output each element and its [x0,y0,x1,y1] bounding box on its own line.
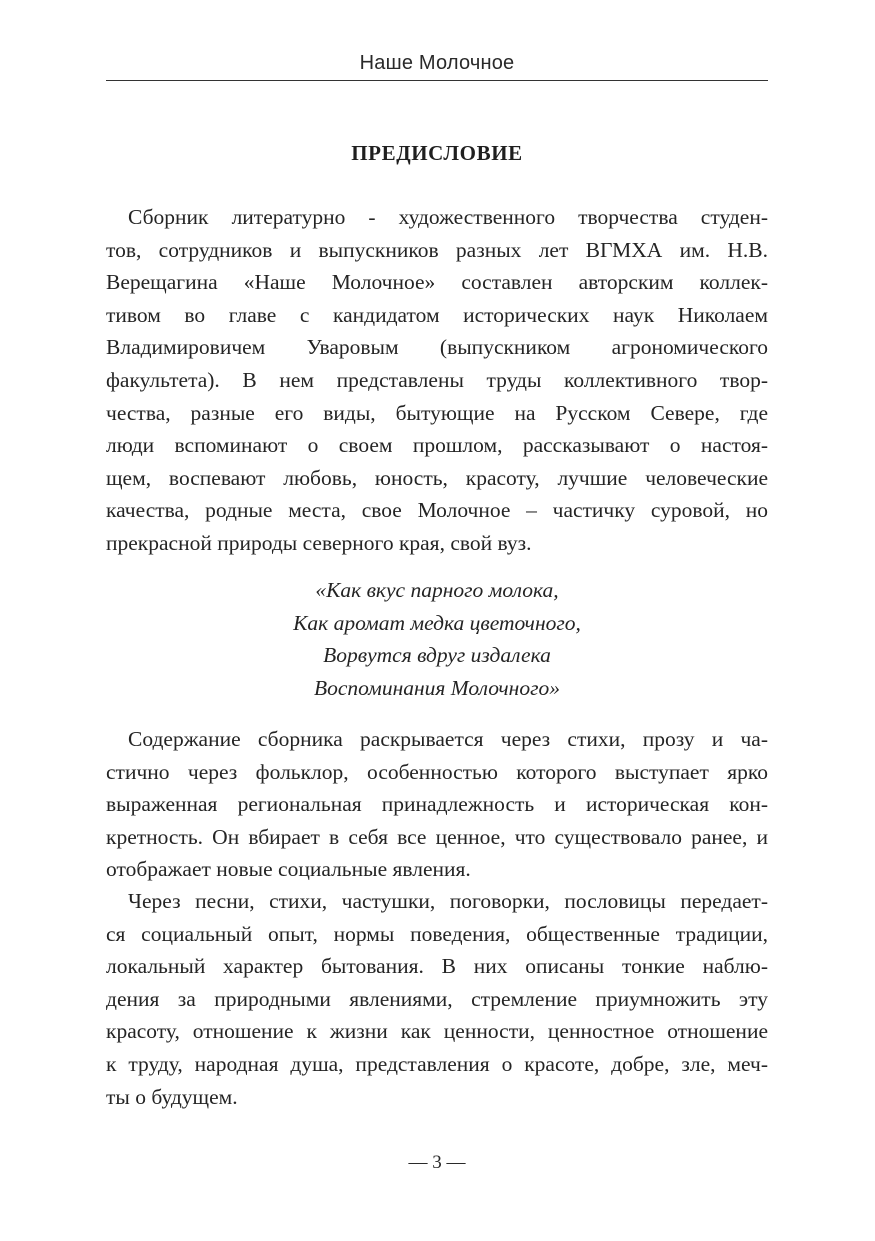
paragraph-line: тов, сотрудников и выпускников разных лет ВГМХА им. Н.В. [106,237,768,262]
paragraph-line: Владимировичем Уваровым (выпускником агрономического [106,335,768,360]
paragraph-line: Верещагина «Наше Молочное» составлен авторским коллек- [106,270,768,295]
page-title: ПРЕДИСЛОВИЕ [351,141,523,165]
paragraph-line: к труду, народная душа, представления о красоте, добре, зле, меч- [106,1051,768,1076]
paragraph-line: Через песни, стихи, частушки, поговорки, пословицы передает- [128,889,768,913]
poem-line: «Как вкус парного молока, [315,578,559,602]
paragraph-line: красоту, отношение к жизни как ценности, ценностное отношение [106,1019,768,1044]
paragraph-line: щем, воспевают любовь, юность, красоту, лучшие человеческие [106,465,768,490]
paragraph-line: прекрасной природы северного края, свой вуз. [106,530,532,555]
paragraph-line: отображает новые социальные явления. [106,857,471,882]
paragraph-line: тивом во главе с кандидатом исторических наук Николаем [106,302,768,327]
poem-line: Воспоминания Молочного» [314,675,560,700]
paragraph-line: ся социальный опыт, нормы поведения, общественные традиции, [106,921,768,946]
page-number: — 3 — [408,1152,466,1173]
paragraph-2 [106,723,768,886]
poem-line: Ворвутся вдруг издалека [323,643,551,668]
paragraph-line: факультета). В нем представлены труды коллективного твор- [106,367,768,392]
header-rule [106,80,768,81]
poem-line: Как аромат медка цветочного, [293,610,581,635]
paragraph-line: люди вспоминают о своем прошлом, рассказывают о настоя- [106,433,768,458]
running-head-title: Наше Молочное [359,52,515,74]
epigraph-poem [106,574,768,704]
paragraph-line: выраженная региональная принадлежность и историческая кон- [106,792,768,817]
paragraph-line: дения за природными явлениями, стремление приумножить эту [106,986,768,1011]
paragraph-line: ты о будущем. [106,1084,238,1109]
paragraph-line: чества, разные его виды, бытующие на Русском Севере, где [106,400,768,425]
paragraph-line: качества, родные места, свое Молочное – частичку суровой, но [106,498,768,523]
paragraph-1 [106,201,768,560]
paragraph-3 [106,885,768,1113]
paragraph-line: кретность. Он вбирает в себя все ценное, что существовало ранее, и [106,824,768,849]
paragraph-line: Содержание сборника раскрывается через стихи, прозу и ча- [128,727,768,751]
paragraph-line: Сборник литературно - художественного творчества студен- [128,205,768,229]
paragraph-line: стично через фольклор, особенностью которого выступает ярко [106,759,768,784]
paragraph-line: локальный характер бытования. В них описаны тонкие наблю- [106,954,768,979]
